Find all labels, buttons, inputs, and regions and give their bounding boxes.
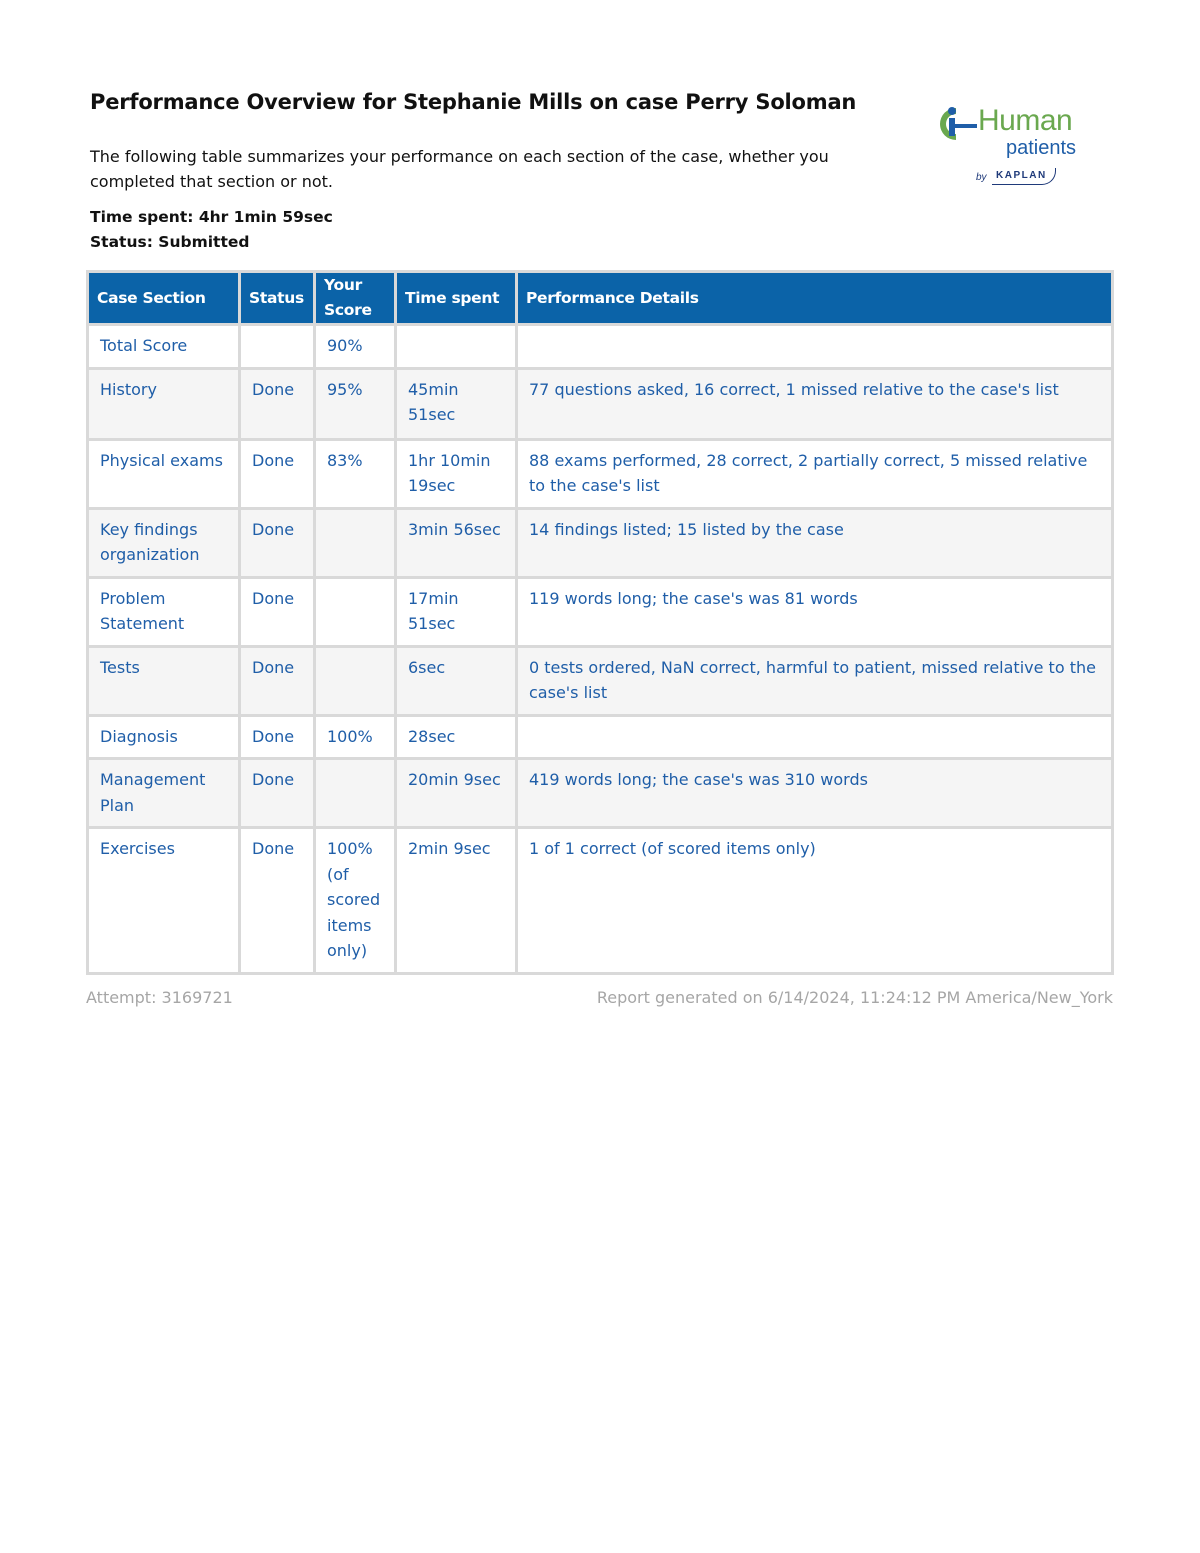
cell-score: 100% (of scored items only) <box>316 829 394 972</box>
cell-time <box>397 326 515 367</box>
cell-time: 28sec <box>397 717 515 758</box>
cell-score <box>316 648 394 714</box>
cell-section: Tests <box>89 648 238 714</box>
cell-status: Done <box>241 579 313 645</box>
cell-section: Diagnosis <box>89 717 238 758</box>
intro-text: The following table summarizes your performance on each section of the case, whether you completed that section or not. <box>90 147 829 191</box>
table-row <box>89 326 1111 367</box>
table-row <box>89 717 1111 758</box>
cell-time: 2min 9sec <box>397 829 515 972</box>
cell-details: 14 findings listed; 15 listed by the case <box>518 510 1111 576</box>
kaplan-logo: KAPLAN <box>992 168 1056 185</box>
table-row <box>89 829 1111 972</box>
column-header-case-section: Case Section <box>89 273 238 323</box>
cell-score <box>316 579 394 645</box>
table-row <box>89 760 1111 826</box>
cell-section: Key findings organization <box>89 510 238 576</box>
attempt-id: Attempt: 3169721 <box>86 988 233 1007</box>
cell-status: Done <box>241 441 313 507</box>
cell-score: 90% <box>316 326 394 367</box>
column-header-status: Status <box>241 273 313 323</box>
column-header-performance-details: Performance Details <box>518 273 1111 323</box>
submission-status: Status: Submitted <box>90 233 250 251</box>
cell-details <box>518 326 1111 367</box>
cell-score <box>316 510 394 576</box>
cell-section: Problem Statement <box>89 579 238 645</box>
logo-wordmark: Human <box>978 104 1073 137</box>
logo-subtitle: patients <box>1006 137 1077 159</box>
cell-section: Total Score <box>89 326 238 367</box>
table-row <box>89 441 1111 507</box>
cell-score: 83% <box>316 441 394 507</box>
cell-details: 419 words long; the case's was 310 words <box>518 760 1111 826</box>
column-header-your-score: Your Score <box>316 273 394 323</box>
logo-by: by <box>976 172 987 183</box>
cell-status: Done <box>241 648 313 714</box>
cell-status: Done <box>241 370 313 438</box>
cell-time: 1hr 10min 19sec <box>397 441 515 507</box>
cell-details <box>518 717 1111 758</box>
table-row <box>89 648 1111 714</box>
performance-table <box>86 270 1114 975</box>
cell-score <box>316 760 394 826</box>
summary-meta <box>90 205 333 255</box>
cell-time: 6sec <box>397 648 515 714</box>
cell-details: 77 questions asked, 16 correct, 1 missed relative to the case's list <box>518 370 1111 438</box>
page-title: Performance Overview for Stephanie Mills on case Perry Soloman <box>90 90 857 114</box>
column-header-time-spent: Time spent <box>397 273 515 323</box>
table-row <box>89 579 1111 645</box>
cell-status <box>241 326 313 367</box>
report-generated-timestamp: Report generated on 6/14/2024, 11:24:12 PM America/New_York <box>596 988 1113 1007</box>
cell-time: 20min 9sec <box>397 760 515 826</box>
cell-time: 45min 51sec <box>397 370 515 438</box>
cell-section: History <box>89 370 238 438</box>
cell-time: 17min 51sec <box>397 579 515 645</box>
cell-status: Done <box>241 829 313 972</box>
cell-details: 88 exams performed, 28 correct, 2 partially correct, 5 missed relative to the case's list <box>518 441 1111 507</box>
cell-details: 119 words long; the case's was 81 words <box>518 579 1111 645</box>
cell-details: 0 tests ordered, NaN correct, harmful to patient, missed relative to the case's list <box>518 648 1111 714</box>
table-row <box>89 510 1111 576</box>
cell-details: 1 of 1 correct (of scored items only) <box>518 829 1111 972</box>
table-header-row <box>89 273 1111 323</box>
cell-status: Done <box>241 760 313 826</box>
i-human-logo-icon <box>936 104 980 144</box>
cell-section: Exercises <box>89 829 238 972</box>
cell-score: 95% <box>316 370 394 438</box>
cell-status: Done <box>241 717 313 758</box>
cell-score: 100% <box>316 717 394 758</box>
cell-status: Done <box>241 510 313 576</box>
table-row <box>89 370 1111 438</box>
i-human-patients-logo <box>936 104 1100 196</box>
cell-section: Physical exams <box>89 441 238 507</box>
cell-time: 3min 56sec <box>397 510 515 576</box>
time-spent: Time spent: 4hr 1min 59sec <box>90 208 333 226</box>
cell-section: Management Plan <box>89 760 238 826</box>
